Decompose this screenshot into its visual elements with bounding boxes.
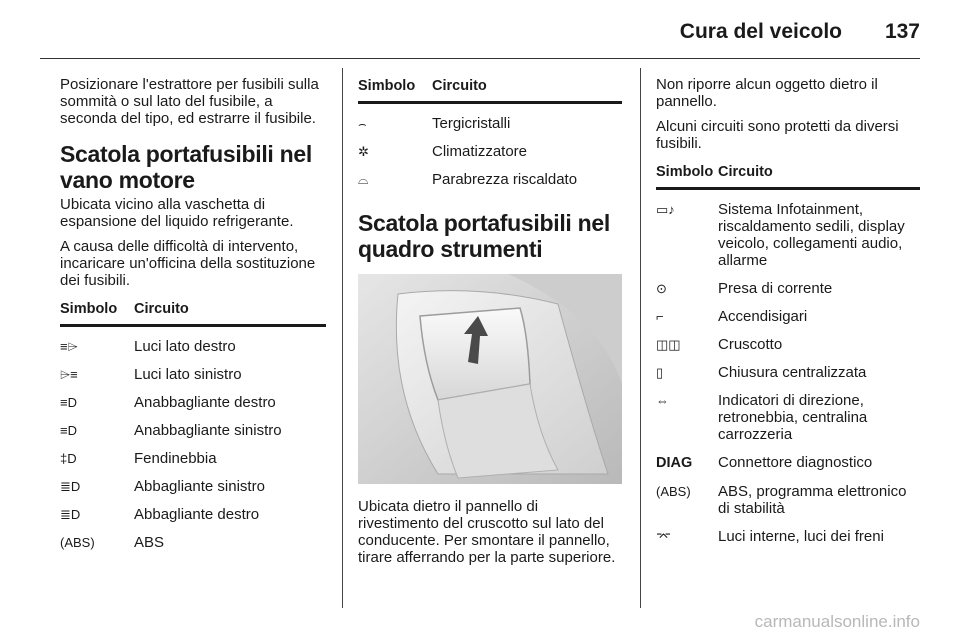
table-row: [60, 439, 326, 467]
circuit-name: Luci lato destro: [134, 338, 236, 355]
instrument-panel-icon: ◫◫: [656, 337, 681, 352]
col-circuit-header: Circuito: [432, 74, 622, 103]
table-row: [656, 381, 920, 443]
interior-light-icon: ⌤: [656, 529, 671, 544]
low-beam-left-icon: ≡D: [60, 423, 77, 438]
high-beam-right-icon: ≣D: [60, 507, 81, 522]
engine-fuse-table: [60, 297, 326, 551]
table-row: [358, 160, 622, 188]
circuit-name: Presa di corrente: [718, 280, 833, 297]
table-row: [60, 467, 326, 495]
header-divider: [40, 58, 920, 59]
central-locking-icon: ▯: [656, 365, 664, 380]
table-row: [656, 189, 920, 270]
col-circuit-header: Circuito: [134, 297, 326, 326]
heated-windscreen-icon: ⌓: [358, 172, 369, 187]
column-divider-2: [640, 68, 641, 608]
circuit-name: Abbagliante sinistro: [134, 478, 265, 495]
table-row: [358, 103, 622, 133]
circuit-name: Anabbagliante sinistro: [134, 422, 282, 439]
table-row: [60, 355, 326, 383]
table-row: [656, 269, 920, 297]
circuit-name: Parabrezza riscaldato: [432, 171, 578, 188]
circuit-name: Fendinebbia: [134, 450, 217, 467]
storage-warning: Non riporre alcun oggetto dietro il pannello.: [656, 76, 878, 110]
dash-fusebox-caption: Ubicata dietro il pannello di rivestimento del cruscotto sul lato del conducente. Per smontare il pannello, tirare afferrando per la parte superiore.: [358, 498, 616, 566]
wiper-icon: ⌢: [358, 116, 367, 131]
table-row: [60, 326, 326, 356]
dash-fuse-table: [656, 160, 920, 545]
section-title: Cura del veicolo: [679, 20, 842, 43]
circuit-name: Luci interne, luci dei freni: [718, 528, 884, 545]
circuit-name: Luci lato sinistro: [134, 366, 242, 383]
climate-fan-icon: ✲: [358, 144, 369, 159]
circuit-name: Cruscotto: [718, 336, 783, 353]
table-row: [60, 495, 326, 523]
table-row: [60, 523, 326, 551]
page-number: 137: [884, 20, 920, 43]
table-row: [60, 383, 326, 411]
table-row: [656, 325, 920, 353]
sidelight-right-icon: ≡⌲: [60, 339, 78, 354]
table-row: [656, 353, 920, 381]
heading-dash-fusebox: Scatola portafusibili nel quadro strumenti: [358, 210, 610, 262]
diag-label: DIAG: [656, 455, 693, 471]
table-row: [656, 517, 920, 545]
circuit-name: Accendisigari: [718, 308, 808, 325]
column-3: [656, 76, 920, 545]
watermark: carmanualsonline.info: [754, 612, 920, 631]
low-beam-right-icon: ≡D: [60, 395, 77, 410]
circuit-name: Chiusura centralizzata: [718, 364, 867, 381]
circuit-name: Sistema Infotainment, riscaldamento sedili, display veicolo, collegamenti audio, allarme: [718, 201, 905, 269]
turn-signal-icon: ⇔: [656, 393, 669, 408]
column-1: [60, 76, 326, 551]
table-row: [60, 411, 326, 439]
col-circuit-header: Circuito: [718, 160, 920, 189]
table-row: [656, 297, 920, 325]
sidelight-left-icon: ⌲≡: [60, 367, 78, 382]
col-symbol-header: Simbolo: [656, 160, 718, 189]
engine-fuse-table-cont: [358, 74, 622, 188]
table-row: [656, 443, 920, 472]
col-symbol-header: Simbolo: [60, 297, 134, 326]
infotainment-icon: ▭♪: [656, 202, 675, 217]
circuit-name: Abbagliante destro: [134, 506, 260, 523]
circuit-name: Connettore diagnostico: [718, 454, 873, 471]
multi-fuse-note: Alcuni circuiti sono protetti da diversi fusibili.: [656, 118, 899, 152]
col-symbol-header: Simbolo: [358, 74, 432, 103]
circuit-name: Climatizzatore: [432, 143, 528, 160]
engine-fusebox-location: Ubicata vicino alla vaschetta di espansione del liquido refrigerante.: [60, 196, 294, 230]
column-divider-1: [342, 68, 343, 608]
fog-light-icon: ‡D: [60, 451, 77, 466]
intro-paragraph: Posizionare l'estrattore per fusibili sulla sommità o sul lato del fusibile, a seconda del tipo, ed estrarre il fusibile.: [60, 76, 319, 127]
table-row: [656, 472, 920, 517]
circuit-name: Indicatori di direzione, retronebbia, centralina carrozzeria: [718, 392, 868, 443]
column-2: [358, 76, 622, 574]
power-socket-icon: ⊙: [656, 281, 667, 296]
heading-engine-fusebox: Scatola portafusibili nel vano motore: [60, 141, 312, 193]
page-header: [0, 0, 960, 58]
fuse-box-cover-photo: [358, 274, 622, 484]
table-row: [358, 132, 622, 160]
engine-fusebox-note: A causa delle difficoltà di intervento, incaricare un'officina della sostituzione dei fusibili.: [60, 238, 316, 289]
abs-icon: (ABS): [60, 535, 95, 550]
circuit-name: ABS: [134, 534, 165, 551]
high-beam-left-icon: ≣D: [60, 479, 81, 494]
abs-icon: (ABS): [656, 484, 691, 499]
circuit-name: Anabbagliante destro: [134, 394, 276, 411]
circuit-name: ABS, programma elettronico di stabilità: [718, 483, 907, 517]
circuit-name: Tergicristalli: [432, 115, 511, 132]
cigarette-lighter-icon: ⌐: [656, 309, 664, 324]
